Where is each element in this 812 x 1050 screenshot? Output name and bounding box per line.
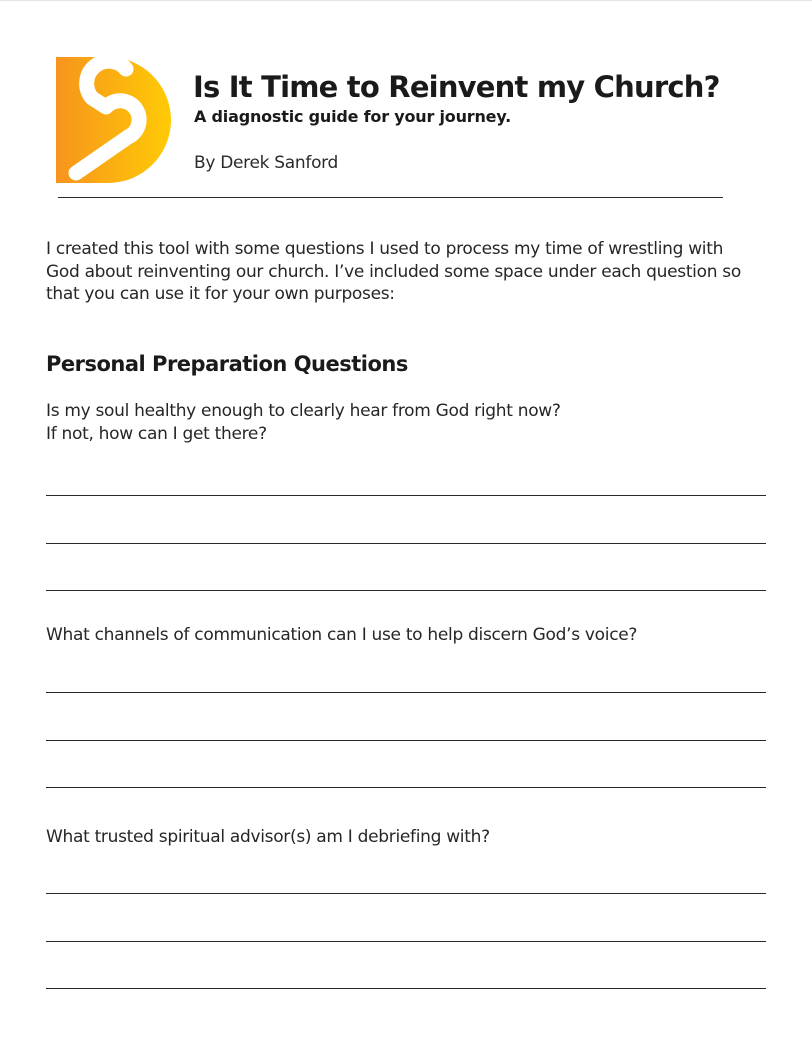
answer-line[interactable]	[46, 988, 766, 989]
document-subtitle: A diagnostic guide for your journey.	[194, 107, 511, 126]
section-heading: Personal Preparation Questions	[46, 352, 408, 376]
intro-line: I created this tool with some questions I used to process my time of wrestling with	[46, 239, 724, 259]
question-line: What channels of communication can I use to help discern God’s voice?	[46, 625, 638, 645]
question-line: Is my soul healthy enough to clearly hear from God right now?	[46, 401, 561, 421]
question-line: What trusted spiritual advisor(s) am I debriefing with?	[46, 827, 490, 847]
answer-line[interactable]	[46, 590, 766, 591]
s-brand-logo-icon	[56, 57, 171, 183]
question-1	[46, 400, 561, 445]
question-line: If not, how can I get there?	[46, 423, 267, 444]
question-3	[46, 826, 490, 849]
document-title: Is It Time to Reinvent my Church?	[193, 70, 720, 104]
answer-line[interactable]	[46, 692, 766, 693]
intro-paragraph	[46, 238, 776, 306]
author-byline: By Derek Sanford	[194, 153, 339, 173]
answer-line[interactable]	[46, 495, 766, 496]
intro-line: that you can use it for your own purposes:	[46, 284, 395, 304]
page-top-border	[0, 0, 812, 1]
answer-line[interactable]	[46, 787, 766, 788]
answer-line[interactable]	[46, 941, 766, 942]
question-2	[46, 624, 637, 647]
answer-line[interactable]	[46, 543, 766, 544]
answer-line[interactable]	[46, 893, 766, 894]
intro-line: God about reinventing our church. I’ve included some space under each question so	[46, 261, 741, 282]
answer-line[interactable]	[46, 740, 766, 741]
header-divider	[58, 197, 723, 198]
